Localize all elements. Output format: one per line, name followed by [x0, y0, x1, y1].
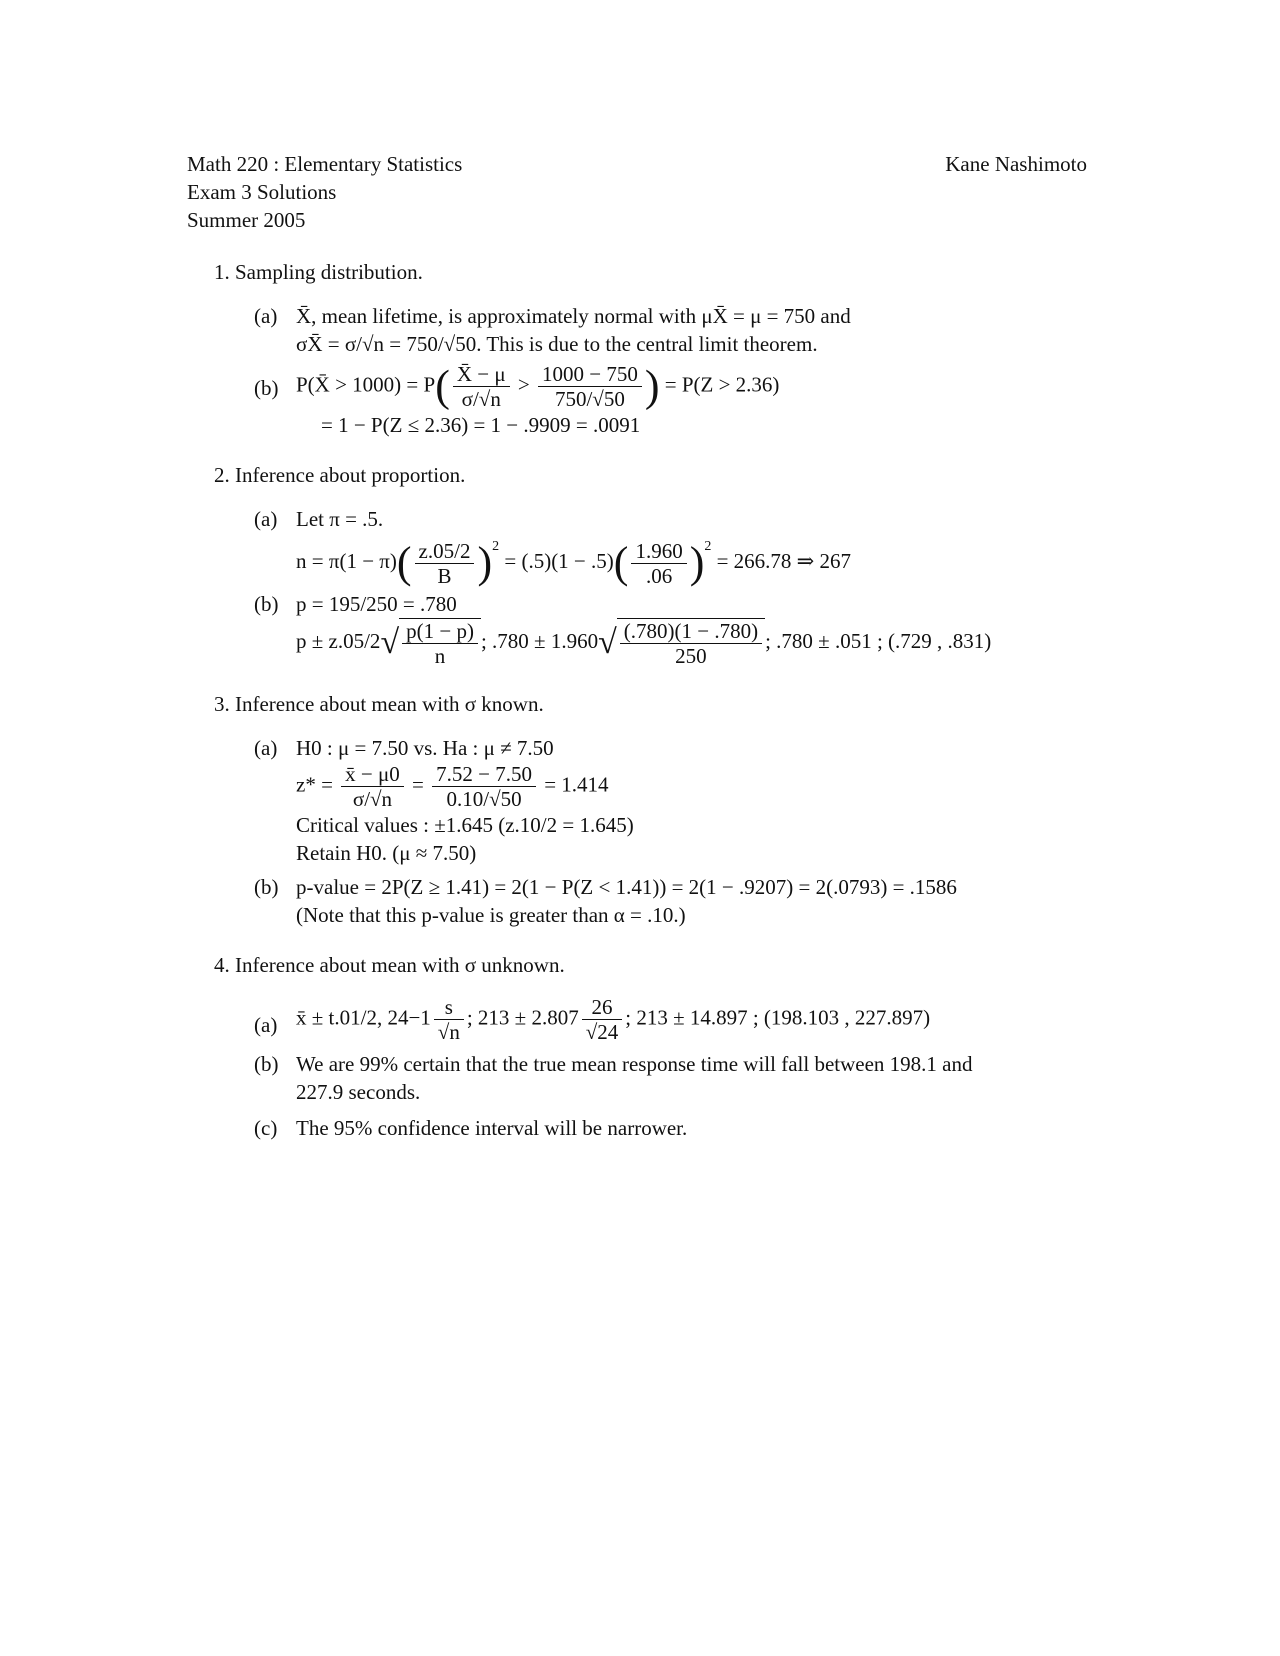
q3-b-line2: (Note that this p-value is greater than α = .10.) [296, 902, 686, 927]
q4-part-b [254, 1050, 1087, 1106]
close-paren: ) [644, 361, 660, 411]
open-paren: ( [613, 538, 629, 588]
denominator: √24 [585, 1019, 619, 1044]
q2-b-equation [296, 618, 1087, 668]
part-label: (a) [254, 304, 278, 328]
question-4-parts [254, 995, 1087, 1142]
q3-a-line3: Critical values : ±1.645 (z.10/2 = 1.645) [296, 812, 634, 837]
question-1 [214, 258, 1087, 439]
fraction [582, 995, 623, 1044]
fraction [402, 619, 478, 668]
numerator: 7.52 − 7.50 [432, 762, 536, 787]
denominator: n [434, 643, 446, 668]
fraction [341, 762, 404, 811]
q4-part-c [254, 1114, 1087, 1142]
exponent: 2 [492, 539, 500, 554]
q1-b-line2: = 1 − P(Z ≤ 2.36) = 1 − .9909 = .0091 [321, 413, 641, 437]
q2-a-line1: Let π = .5. [296, 507, 384, 531]
q2-b-left: p ± z.05/2 [296, 628, 381, 653]
denominator: .06 [645, 563, 673, 588]
part-label: (c) [254, 1115, 278, 1140]
open-paren: ( [435, 361, 450, 411]
course-title: Math 220 : Elementary Statistics [187, 152, 463, 176]
square-root [598, 618, 765, 668]
denominator: σ/√n [352, 786, 393, 811]
part-label: (b) [254, 874, 279, 899]
fraction [538, 362, 642, 411]
q3-b-line1: p-value = 2P(Z ≥ 1.41) = 2(1 − P(Z < 1.41)) = 2(1 − .9207) = 2(.0793) = .1586 [296, 874, 957, 899]
radicand [399, 618, 481, 668]
numerator: (.780)(1 − .780) [620, 619, 762, 644]
q2-a-right: = 266.78 ⇒ 267 [716, 549, 852, 573]
denominator: B [437, 563, 452, 588]
denominator: 750/√50 [554, 387, 625, 411]
question-1-title: 1. Sampling distribution. [214, 260, 423, 284]
q4-b-line1: We are 99% certain that the true mean response time will fall between 198.1 and [296, 1051, 973, 1076]
part-label: (a) [254, 1012, 278, 1037]
question-3-title: 3. Inference about mean with σ known. [214, 691, 544, 716]
q3-a-right: = 1.414 [544, 772, 609, 796]
numerator: p(1 − p) [402, 619, 478, 644]
q1-b-right: = P(Z > 2.36) [664, 372, 780, 397]
numerator: X̄ − μ [453, 362, 510, 387]
q4-a-equation [296, 995, 1087, 1044]
author-name: Kane Nashimoto [945, 152, 1087, 176]
q2-a-mid: = (.5)(1 − .5) [504, 549, 614, 573]
part-label: (b) [254, 591, 279, 616]
question-2-title: 2. Inference about proportion. [214, 463, 466, 487]
document-header [187, 150, 1087, 236]
q1-a-line2: σX̄ = σ/√n = 750/√50. This is due to the central limit theorem. [296, 332, 818, 356]
equals-sign: = [412, 772, 424, 796]
radical-sign: √ [380, 623, 400, 661]
close-paren: ) [689, 538, 705, 588]
q1-b-equation [296, 362, 1087, 411]
question-4-title: 4. Inference about mean with σ unknown. [214, 952, 565, 977]
question-1-parts [254, 302, 1087, 439]
numerator: x̄ − μ0 [341, 762, 404, 787]
part-label: (a) [254, 507, 278, 531]
q3-part-b [254, 873, 1087, 929]
square-root [380, 618, 481, 668]
q2-b-mid: ; .780 ± 1.960 [480, 628, 599, 653]
fraction [631, 539, 686, 588]
q3-a-line4: Retain H0. (μ ≈ 7.50) [296, 840, 477, 865]
question-3 [214, 690, 1087, 929]
q2-a-equation [296, 533, 1087, 588]
numerator: 26 [582, 995, 623, 1020]
q3-a-left: z* = [296, 772, 333, 796]
question-2-parts [254, 505, 1087, 668]
fraction [432, 762, 536, 811]
open-paren: ( [396, 538, 412, 588]
fraction [620, 619, 762, 668]
exponent: 2 [704, 539, 712, 554]
denominator: √n [437, 1019, 460, 1044]
numerator: s [434, 995, 464, 1020]
q3-a-equation [296, 762, 1087, 811]
q4-b-line2: 227.9 seconds. [296, 1079, 421, 1104]
fraction [415, 539, 475, 588]
gt-sign: > [517, 372, 530, 397]
numerator: 1.960 [631, 539, 686, 564]
q3-a-line1: H0 : μ = 7.50 vs. Ha : μ ≠ 7.50 [296, 735, 554, 760]
part-label: (b) [254, 376, 279, 400]
numerator: z.05/2 [415, 539, 475, 564]
question-2 [214, 461, 1087, 668]
numerator: 1000 − 750 [538, 362, 642, 387]
radical-sign: √ [598, 623, 617, 661]
q2-part-b [254, 590, 1087, 668]
document-page [187, 150, 1087, 1142]
radicand [617, 618, 765, 668]
q4-a-left: x̄ ± t.01/2, 24−1 [296, 1005, 431, 1029]
q2-b-line1: p = 195/250 = .780 [296, 591, 457, 616]
exam-title: Exam 3 Solutions [187, 180, 337, 204]
q1-a-line1: X̄, mean lifetime, is approximately normal with μX̄ = μ = 750 and [296, 304, 851, 328]
q4-c-line1: The 95% confidence interval will be narrower. [296, 1115, 688, 1140]
q4-a-right: ; 213 ± 14.897 ; (198.103 , 227.897) [625, 1005, 931, 1029]
part-label: (b) [254, 1051, 279, 1076]
question-3-parts [254, 734, 1087, 929]
question-4 [214, 951, 1087, 1142]
q1-part-b [254, 362, 1087, 439]
q2-part-a [254, 505, 1087, 588]
denominator: σ/√n [461, 387, 501, 411]
q3-part-a [254, 734, 1087, 867]
denominator: 0.10/√50 [446, 786, 522, 811]
q4-a-mid: ; 213 ± 2.807 [466, 1005, 579, 1029]
q1-b-left: P(X̄ > 1000) = P [296, 372, 436, 397]
q2-a-left: n = π(1 − π) [296, 549, 397, 573]
fraction [453, 362, 510, 411]
term: Summer 2005 [187, 208, 306, 232]
fraction [434, 995, 464, 1044]
part-label: (a) [254, 735, 278, 760]
close-paren: ) [477, 538, 493, 588]
q1-part-a [254, 302, 1087, 358]
q4-part-a [254, 995, 1087, 1044]
denominator: 250 [675, 643, 707, 668]
q2-b-right: ; .780 ± .051 ; (.729 , .831) [765, 628, 992, 653]
